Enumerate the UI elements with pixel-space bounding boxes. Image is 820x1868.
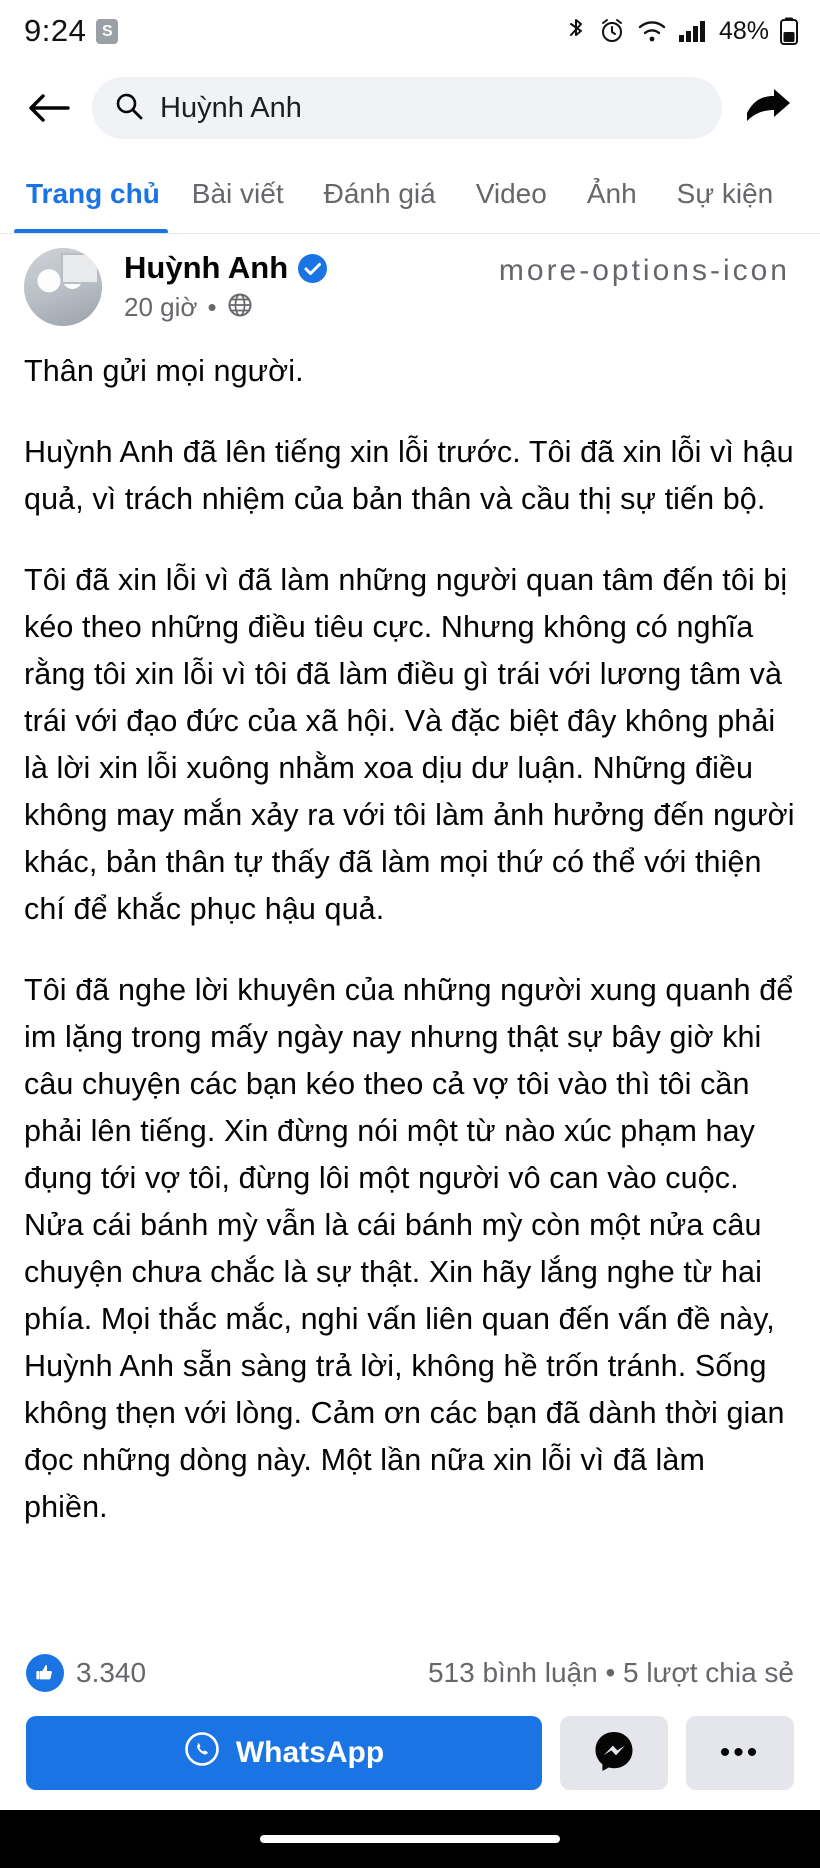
like-count-group[interactable] — [26, 1654, 146, 1692]
tab-label: Bài viết — [191, 177, 284, 209]
battery-icon — [780, 17, 798, 45]
bluetooth-icon — [565, 17, 587, 45]
post-paragraph: Huỳnh Anh đã lên tiếng xin lỗi trước. Tôi đã xin lỗi vì hậu quả, vì trách nhiệm của bản thân và cầu thị sự tiến bộ. — [24, 435, 794, 516]
tab-label: Video — [475, 177, 547, 209]
search-header — [0, 62, 820, 154]
messenger-icon — [592, 1729, 636, 1778]
home-indicator[interactable] — [260, 1835, 560, 1843]
tab-danh-gia[interactable] — [324, 154, 458, 233]
post-container — [0, 234, 820, 1628]
post-time-row — [124, 292, 327, 323]
more-actions-button[interactable] — [686, 1716, 794, 1790]
profile-tabs — [0, 154, 820, 234]
post-header — [24, 234, 796, 326]
globe-icon — [227, 292, 253, 323]
share-button[interactable] — [742, 82, 794, 134]
tab-label: Trang chủ — [26, 177, 160, 209]
messenger-button[interactable] — [560, 1716, 668, 1790]
battery-percent-label: 48% — [718, 16, 769, 45]
avatar[interactable] — [24, 248, 102, 326]
post-paragraph: Tôi đã nghe lời khuyên của những người xung quanh để im lặng trong mấy ngày nay nhưng thật sự bây giờ khi câu chuyện các bạn kéo theo cả vợ tôi vào thì tôi cần phải lên tiếng. Xin đừng nói một từ nào xúc phạm hay đụng tới vợ tôi, đừng lôi một người vô can vào cuộc. Nửa cái bánh mỳ vẫn là cái bánh mỳ còn một nửa câu chuyện chưa chắc là sự thật. Xin hãy lắng nghe từ hai phía. Mọi thắc mắc, nghi vấn liên quan đến vấn đề này, Huỳnh Anh sẵn sàng trả lời, không hề trốn tránh. Sống không thẹn với lòng. Cảm ơn các bạn đã dành thời gian đọc những dòng này. Một lần nữa xin lỗi vì đã làm phiền. — [24, 973, 794, 1524]
whatsapp-icon — [184, 1731, 220, 1775]
post-paragraph: Thân gửi mọi người. — [24, 354, 304, 388]
post-timestamp: 20 giờ — [124, 292, 198, 322]
thumbs-up-icon — [26, 1654, 64, 1692]
tab-label: Đánh giá — [323, 177, 436, 209]
status-bar — [0, 0, 820, 62]
search-input-value: Huỳnh Anh — [160, 91, 302, 124]
whatsapp-label: WhatsApp — [235, 1736, 385, 1769]
back-button[interactable] — [26, 85, 72, 131]
more-options-icon[interactable]: more-options-icon — [498, 254, 790, 287]
post-engagement-row — [0, 1628, 820, 1710]
separator-dot: • — [207, 292, 217, 322]
post-meta — [124, 248, 327, 323]
cellular-signal-icon — [678, 18, 706, 44]
tab-label: Ảnh — [586, 177, 637, 209]
comments-shares-label[interactable]: 513 bình luận • 5 lượt chia sẻ — [427, 1657, 794, 1688]
more-actions-icon: ••• — [719, 1736, 761, 1769]
author-row — [124, 250, 327, 286]
verified-badge-icon — [298, 254, 327, 283]
tab-trang-chu[interactable] — [26, 154, 174, 233]
status-bar-right — [565, 17, 798, 46]
status-bar-left — [24, 13, 118, 49]
tab-video[interactable] — [476, 154, 569, 233]
tab-label: Sự kiện — [676, 177, 774, 209]
system-navigation-bar — [0, 1810, 820, 1868]
search-input[interactable] — [92, 77, 722, 139]
alarm-icon — [598, 17, 626, 45]
tab-anh[interactable] — [587, 154, 659, 233]
post-paragraph: Tôi đã xin lỗi vì đã làm những người quan tâm đến tôi bị kéo theo những điều tiêu cực. Nhưng không có nghĩa rằng tôi xin lỗi vì tôi đã làm điều gì trái với lương tâm và trái với đạo đức của xã hội. Và đặc biệt đây không phải là lời xin lỗi xuông nhằm xoa dịu dư luận. Những điều không may mắn xảy ra với tôi làm ảnh hưởng đến người khác, bản thân tự thấy đã làm mọi thứ có thể với thiện chí để khắc phục hậu quả. — [24, 563, 795, 926]
tab-su-kien[interactable] — [677, 154, 796, 233]
tab-bai-viet[interactable] — [192, 154, 306, 233]
whatsapp-button[interactable] — [26, 1716, 542, 1790]
wifi-icon — [637, 18, 667, 44]
post-text — [24, 348, 796, 1531]
post-author-name[interactable]: Huỳnh Anh — [124, 250, 289, 285]
search-icon — [114, 91, 144, 126]
app-notification-icon: S — [96, 19, 118, 44]
like-count-label: 3.340 — [76, 1657, 147, 1688]
post-action-bar — [0, 1710, 820, 1810]
status-clock: 9:24 — [24, 13, 87, 48]
